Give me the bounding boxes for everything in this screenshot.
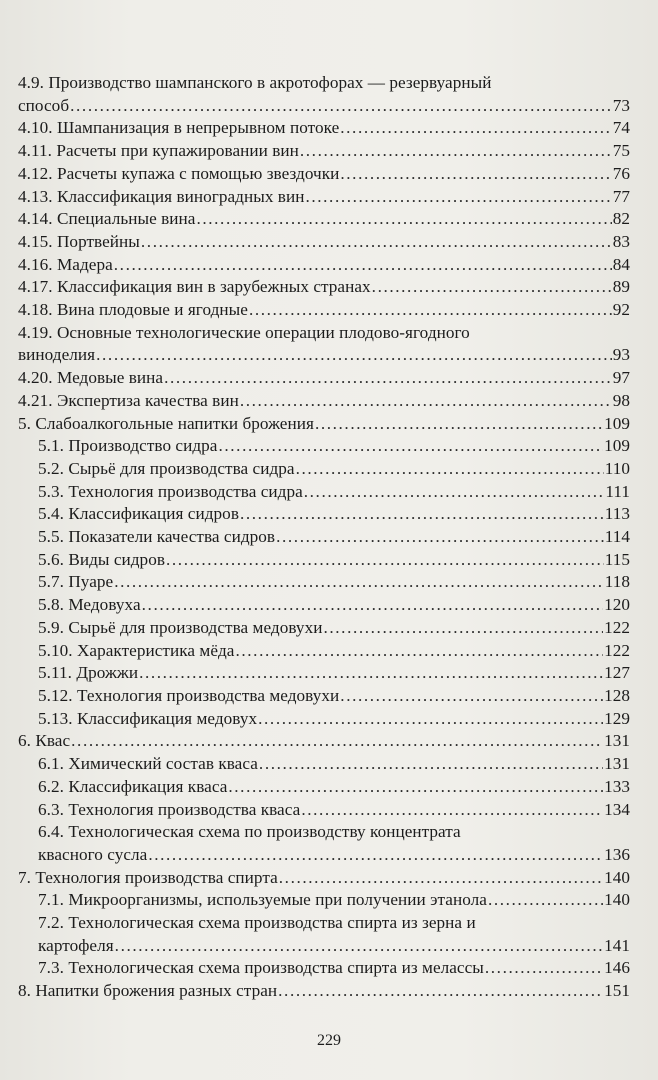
toc-entry: [0, 799, 658, 822]
toc-entry-title: 7.3. Технологическая схема производства спирта из мелассы: [38, 958, 484, 978]
toc-entry-row: [18, 299, 658, 322]
toc-leader-dots: [279, 867, 603, 890]
toc-leader-dots: [70, 95, 612, 118]
toc-entry-title: 5.10. Характеристика мёда: [38, 640, 235, 660]
toc-page-number: 77: [612, 186, 630, 206]
toc-leader-dots: [196, 208, 611, 231]
toc-entry-row: [38, 640, 658, 663]
toc-page-number: 128: [604, 685, 630, 705]
toc-page-number: 111: [605, 481, 630, 501]
toc-entry-title: 6.3. Технология производства кваса: [38, 799, 301, 819]
toc-page-number: 113: [604, 504, 630, 524]
toc-entry-title: 5.11. Дрожжи: [38, 663, 139, 683]
toc-leader-dots: [296, 458, 604, 481]
toc-entry: [0, 481, 658, 504]
toc-entry: [0, 867, 658, 890]
toc-page-number: 140: [604, 867, 630, 887]
toc-entry-title: 5.12. Технология производства медовухи: [38, 685, 340, 705]
toc-entry: [0, 753, 658, 776]
toc-page-number: 120: [604, 595, 630, 615]
toc-leader-dots: [258, 708, 603, 731]
toc-leader-dots: [340, 685, 603, 708]
toc-leader-dots: [218, 435, 603, 458]
toc-leader-dots: [142, 594, 603, 617]
toc-entry: [0, 231, 658, 254]
toc-entry-row: [18, 208, 658, 231]
toc-entry-title: 6.1. Химический состав кваса: [38, 754, 258, 774]
toc-entry: [0, 322, 658, 367]
toc-leader-dots: [276, 526, 604, 549]
toc-entry: [0, 390, 658, 413]
toc-page-number: 140: [604, 890, 630, 910]
toc-entry-title: 4.21. Экспертиза качества вин: [18, 390, 239, 410]
toc-entry: [0, 503, 658, 526]
toc-entry: [0, 526, 658, 549]
toc-entry-title: 5.5. Показатели качества сидров: [38, 527, 276, 547]
toc-page-number: 146: [604, 958, 630, 978]
toc-leader-dots: [485, 957, 603, 980]
toc-entry: [0, 617, 658, 640]
toc-entry-row: [18, 254, 658, 277]
toc-leader-dots: [141, 231, 612, 254]
toc-page-number: 131: [604, 754, 630, 774]
toc-entry: [0, 276, 658, 299]
toc-page-number: 82: [612, 209, 630, 229]
toc-leader-dots: [114, 571, 603, 594]
toc-entry: [0, 435, 658, 458]
toc-entry-row: [18, 276, 658, 299]
toc-leader-dots: [300, 140, 612, 163]
toc-entry: [0, 186, 658, 209]
toc-entry-row: [18, 344, 658, 367]
toc-leader-dots: [235, 640, 603, 663]
toc-entry-row: [38, 503, 658, 526]
toc-leader-dots: [115, 935, 603, 958]
toc-entry-title: 6. Квас: [18, 731, 71, 751]
toc-entry-row: [18, 117, 658, 140]
toc-entry-title: 5.2. Сырьё для производства сидра: [38, 458, 295, 478]
toc-entry: [0, 708, 658, 731]
toc-entry-title-continuation: квасного сусла: [38, 844, 148, 864]
page-number: 229: [317, 1032, 341, 1049]
toc-entry-title: 4.14. Специальные вина: [18, 209, 196, 229]
toc-entry-title: 4.19. Основные технологические операции плодово-ягодного: [18, 322, 470, 342]
toc-entry-row: [18, 95, 658, 118]
toc-entry-title: 4.12. Расчеты купажа с помощью звездочки: [18, 163, 340, 183]
toc-page-number: 110: [604, 458, 630, 478]
toc-entry-row: [38, 889, 658, 912]
toc-entry-title: 7.2. Технологическая схема производства спирта из зерна и: [38, 913, 476, 933]
toc-entry-title: 5. Слабоалкогольные напитки брожения: [18, 413, 314, 433]
toc-entry: [0, 730, 658, 753]
toc-entry: [0, 140, 658, 163]
toc-page-number: 151: [604, 981, 630, 1001]
toc-entry-title-continuation: виноделия: [18, 345, 96, 365]
toc-page-number: 133: [604, 776, 630, 796]
toc-entry: [0, 685, 658, 708]
toc-entry: [0, 571, 658, 594]
toc-entry-title: 5.4. Классификация сидров: [38, 504, 239, 524]
toc-page-number: 93: [612, 345, 630, 365]
toc-entry: [0, 980, 658, 1003]
toc-entry-title: 5.7. Пуаре: [38, 572, 114, 592]
toc-page-number: 84: [612, 254, 630, 274]
toc-entry-row: [18, 186, 658, 209]
toc-entry-row: [38, 844, 658, 867]
toc-entry-row: [38, 685, 658, 708]
toc-entry: [0, 367, 658, 390]
toc-entry: [0, 776, 658, 799]
toc-page-number: 134: [604, 799, 630, 819]
toc-page-number: 98: [612, 390, 630, 410]
toc-leader-dots: [139, 662, 603, 685]
toc-entry: [0, 912, 658, 957]
toc-entry-title-continuation: картофеля: [38, 935, 114, 955]
toc-entry-row: [38, 617, 658, 640]
toc-page-number: 83: [612, 231, 630, 251]
toc-entry-title: 4.9. Производство шампанского в акротофорах — резервуарный: [18, 73, 492, 92]
toc-entry-row: [18, 730, 658, 753]
toc-page-number: 131: [604, 731, 630, 751]
toc-entry: [0, 889, 658, 912]
toc-entry-row: [38, 799, 658, 822]
toc-page-number: 97: [612, 368, 630, 388]
toc-page-number: 114: [604, 527, 630, 547]
toc-entry-row: [18, 980, 658, 1003]
toc-entry: [0, 458, 658, 481]
toc-entry: [0, 163, 658, 186]
toc-entry: [0, 208, 658, 231]
toc-leader-dots: [304, 481, 605, 504]
toc-page-number: 122: [604, 640, 630, 660]
toc-entry-row: [38, 571, 658, 594]
toc-entry-title: 5.3. Технология производства сидра: [38, 481, 303, 501]
toc-leader-dots: [488, 889, 603, 912]
toc-entry-title: 4.15. Портвейны: [18, 231, 140, 251]
toc-entry: [0, 594, 658, 617]
toc-entry-row: [38, 481, 658, 504]
table-of-contents: [0, 72, 658, 1003]
toc-leader-dots: [340, 117, 611, 140]
toc-leader-dots: [305, 186, 611, 209]
toc-entry-title: 5.8. Медовуха: [38, 595, 141, 615]
toc-entry-title: 4.13. Классификация виноградных вин: [18, 186, 305, 206]
toc-leader-dots: [372, 276, 612, 299]
toc-page-number: 129: [604, 708, 630, 728]
toc-entry-title: 4.16. Мадера: [18, 254, 113, 274]
toc-entry: [0, 662, 658, 685]
toc-page-number: 109: [604, 436, 630, 456]
toc-page-number: 74: [612, 118, 630, 138]
toc-entry-title: 4.10. Шампанизация в непрерывном потоке: [18, 118, 340, 138]
toc-entry-row: [18, 367, 658, 390]
toc-page-number: 109: [604, 413, 630, 433]
toc-leader-dots: [71, 730, 603, 753]
toc-leader-dots: [228, 776, 603, 799]
toc-leader-dots: [278, 980, 603, 1003]
toc-entry: [0, 413, 658, 436]
toc-leader-dots: [240, 503, 604, 526]
toc-page-number: 75: [612, 141, 630, 161]
toc-page-number: 136: [604, 844, 630, 864]
toc-leader-dots: [340, 163, 611, 186]
toc-entry-title: 4.20. Медовые вина: [18, 368, 164, 388]
toc-entry-title: 4.11. Расчеты при купажировании вин: [18, 141, 299, 161]
toc-entry-row: [38, 458, 658, 481]
toc-entry-title: 4.18. Вина плодовые и ягодные: [18, 300, 248, 320]
toc-leader-dots: [164, 367, 612, 390]
toc-leader-dots: [166, 549, 604, 572]
toc-entry-title: 4.17. Классификация вин в зарубежных странах: [18, 277, 371, 297]
toc-entry: [0, 640, 658, 663]
toc-page-number: 92: [612, 300, 630, 320]
toc-entry-title: 5.13. Классификация медовух: [38, 708, 258, 728]
toc-page-number: 141: [604, 935, 630, 955]
toc-leader-dots: [96, 344, 612, 367]
toc-entry-row: [18, 163, 658, 186]
toc-entry: [0, 299, 658, 322]
toc-entry-title-continuation: способ: [18, 95, 70, 115]
toc-entry: [0, 72, 658, 117]
toc-entry-row: [38, 776, 658, 799]
toc-leader-dots: [259, 753, 603, 776]
toc-entry-row: [18, 390, 658, 413]
toc-entry-row: [18, 413, 658, 436]
toc-entry-title: 8. Напитки брожения разных стран: [18, 981, 278, 1001]
toc-leader-dots: [301, 799, 603, 822]
toc-entry-row: [38, 708, 658, 731]
toc-entry-row: [38, 435, 658, 458]
toc-leader-dots: [323, 617, 603, 640]
toc-entry-row: [38, 662, 658, 685]
toc-entry-row: [38, 753, 658, 776]
toc-page-number: 127: [604, 663, 630, 683]
toc-page-number: 76: [612, 163, 630, 183]
toc-entry-title: 7.1. Микроорганизмы, используемые при получении этанола: [38, 890, 487, 910]
toc-entry-title: 5.9. Сырьё для производства медовухи: [38, 617, 323, 637]
toc-page-number: 122: [604, 617, 630, 637]
toc-leader-dots: [249, 299, 612, 322]
toc-entry: [0, 254, 658, 277]
toc-entry-title: 5.6. Виды сидров: [38, 549, 166, 569]
toc-entry: [0, 821, 658, 866]
toc-leader-dots: [315, 413, 603, 436]
toc-leader-dots: [114, 254, 612, 277]
toc-entry-row: [38, 549, 658, 572]
toc-entry-row: [18, 867, 658, 890]
toc-entry-title: 7. Технология производства спирта: [18, 867, 278, 887]
toc-entry-title: 6.2. Классификация кваса: [38, 776, 228, 796]
toc-entry-row: [18, 140, 658, 163]
toc-page-number: 73: [612, 95, 630, 115]
toc-entry-row: [18, 231, 658, 254]
toc-leader-dots: [148, 844, 603, 867]
toc-entry-title: 5.1. Производство сидра: [38, 436, 218, 456]
toc-page-number: 89: [612, 277, 630, 297]
toc-entry: [0, 549, 658, 572]
toc-entry-row: [38, 935, 658, 958]
toc-leader-dots: [240, 390, 612, 413]
toc-page-number: 115: [604, 549, 630, 569]
toc-entry: [0, 957, 658, 980]
toc-entry-row: [38, 957, 658, 980]
toc-entry-title: 6.4. Технологическая схема по производству концентрата: [38, 822, 461, 842]
toc-page-number: 118: [604, 572, 630, 592]
toc-entry-row: [38, 526, 658, 549]
toc-entry-row: [38, 594, 658, 617]
toc-entry: [0, 117, 658, 140]
